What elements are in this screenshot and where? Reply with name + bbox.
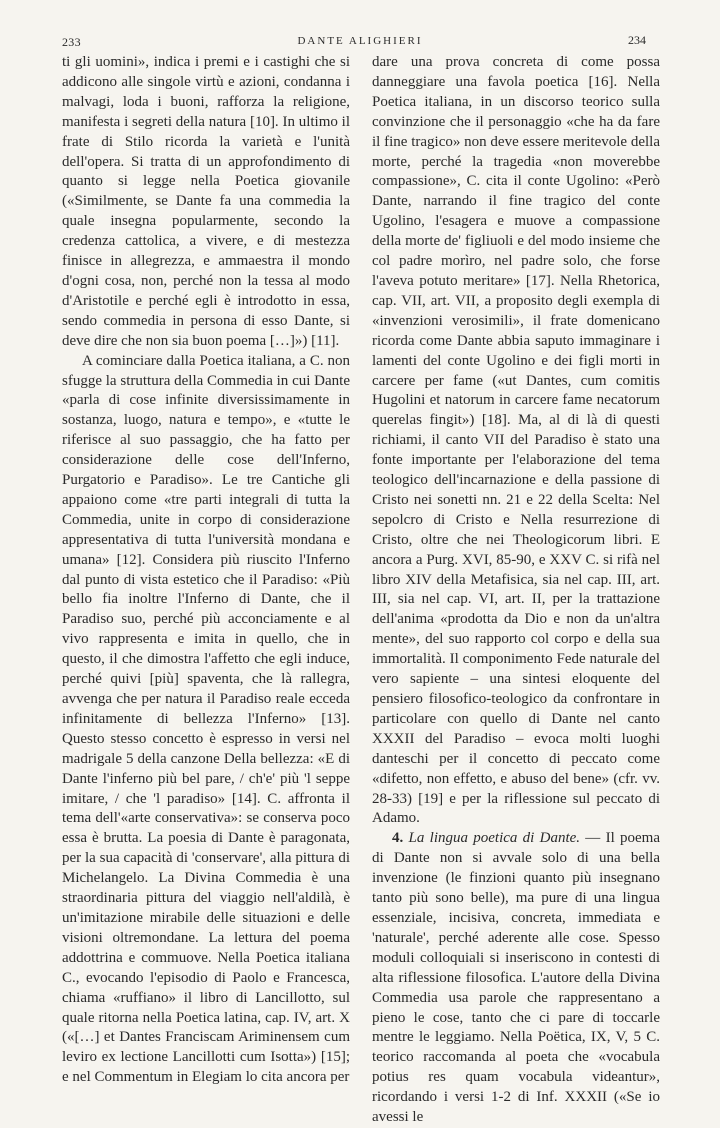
left-column <box>62 53 350 1088</box>
left-page-number: 233 <box>62 35 81 49</box>
right-paragraph-1: dare una prova concreta di come possa danneggiare una favola poetica [16]. Nella Poetica italiana, in un discorso teorico sulla convinzione che il personaggio «che ha da fare il fine tragico» non deve essere meritevole della morte, perché la tragedia «non moverebbe compassione», C. cita il conte Ugolino: «Però Dante, narrando il fine tragico del conte Ugolino, l'esagera e muove a compassione della morte de' figliuoli e del modo insieme che col padre morìro, nel padre solo, che forse l'aveva potuto meritare» [17]. Nella Rhetorica, cap. VII, art. VII, a proposito degli exempla di «invenzioni verosimili», il frate domenicano ricorda come Dante abbia saputo immaginare i lamenti del conte Ugolino e dei figli morti in carcere per fame («ut Dantes, cum comitis Hugolini et natorum in carcere fame necatorum querelas fingit») [18]. Ma, al di là di questi richiami, il canto VII del Paradiso è stato una fonte importante per l'elaborazione del tema teologico dell'incarnazione e della passione di Cristo nei sonetti nn. 21 e 22 della Scelta: Nel sepolcro di Cristo e Nella resurrezione di Cristo, oltre che nei Theologicorum libri. E ancora a Purg. XVI, 85-90, e XXV C. si rifà nel libro XIV della Metafisica, sia nel cap. III, art. III, sia nel cap. VI, art. II, per la trattazione dell'anima «prodotta da Dio e non da un'altra mente», del suo rapporto col corpo e della sua immortalità. Il componimento Fede naturale del vero sapiente – una sintesi eloquente del pensiero filosofico-teologico da confrontare in particolare con quello di Dante nel canto XXXII del Paradiso – evoca molti luoghi danteschi per il concetto di peccato come «difetto, non effetto, e abuso del bene» (cfr. vv. 28-33) [19] e per la riflessione sul peccato di Adamo. <box>372 54 660 827</box>
running-head-title: DANTE ALIGHIERI <box>297 35 423 47</box>
left-paragraph-1: ti gli uomini», indica i premi e i castighi che si addicono alle singole virtù e azioni, condanna i malvagi, loda i buoni, rafforza la religione, manifesta i segreti della natura [10]. In ultimo il frate di Stilo ricorda la varietà e l'unità dell'opera. Si tratta di un approfondimento di quanto si legge nella Poetica giovanile («Similmente, se Dante fa una commedia la quale insegna popularmente, secondo la credenza cattolica, a vivere, e di mestezza finisce in allegrezza, e ammaestra il mondo d'ogni cosa, non, perché non la tessa al modo d'Aristotile e perché egli è introdotto in essa, sendo commedia in persona di esso Dante, si deve dire che non sia buon poema […]») [11]. <box>62 54 350 349</box>
right-column <box>372 53 660 1128</box>
section-number: 4. <box>392 830 404 847</box>
section-title: La lingua poetica di Dante. <box>408 830 581 847</box>
left-paragraph-2: A cominciare dalla Poetica italiana, a C. non sfugge la struttura della Commedia in cui Dante «parla di cose infinite diversissimamente in sostanza, luogo, natura e tempo», e «tutte le riferisce al suo passaggio, che ha fatto per considerazione delle cose dell'Inferno, Purgatorio e Paradiso». Le tre Cantiche gli appaiono come «tre parti integrali di tutta la Commedia, unite in corpo di considerazione appresentativa di tutta l'università mondana e umana» [12]. Considera più riuscito l'Inferno dal punto di vista estetico che il Paradiso: «Più bello fia inoltre l'Inferno di Dante, che il Paradiso suo, perché più acconciamente e al vivo rappresenta e imita in quello, che in questo, il che dimostra l'affetto che egli induce, perché quivi [più] spaventa, che là rallegra, avvenga che per natura il Paradiso reale ecceda infinitamente di bellezza l'Inferno» [13]. Questo stesso concetto è espresso in versi nel madrigale 5 della canzone Della bellezza: «E di Dante l'inferno più bel pare, / ch'e' più 'l seppe imitare, / che 'l paradiso» [14]. C. affronta il tema dell'«arte conservativa»: se conserva poco essa è brutta. La poesia di Dante è paragonata, per la sua capacità di 'conservare', alla pittura di Michelangelo. La Divina Commedia è una straordinaria pittura del viaggio nell'aldilà, è un'imitazione mirabile delle situazioni e delle visioni oltremondane. La lettura del poema addottrina e commuove. Nella Poetica italiana C., evocando l'episodio di Paolo e Francesca, chiama «ruffiano» il libro di Lancillotto, sul quale ritorna nella Poetica latina, cap. IV, art. X («[…] et Dantes Franciscam Ariminensem cum leviro ex lectione Lancillotti cum Isotta») [15]; e nel Commentum in Elegiam lo cita ancora per <box>62 352 350 1086</box>
right-page-number: 234 <box>628 33 646 47</box>
section-4-paragraph <box>372 829 660 1128</box>
running-header <box>0 0 720 60</box>
section-body: — Il poema di Dante non si avvale solo di una bella invenzione (le finzioni quanto più insegnano tanto più sono belle), ma pure di una lingua essenziale, incisiva, concreta, immediata e 'naturale', perché aderente alle cose. Spesso moduli colloquiali si inseriscono in contesti di alta riflessione filosofica. L'autore della Divina Commedia usa parole che rappresentano a pieno le cose, tanto che ci pare di toccarle mentre le leggiamo. Nella Poëtica, IX, V, 5 C. teorico raccomanda al poeta che «vocabula potius res quam vocabula videantur», ricordando i versi 1-2 di Inf. XXXII («Se io avessi le <box>372 830 660 1126</box>
